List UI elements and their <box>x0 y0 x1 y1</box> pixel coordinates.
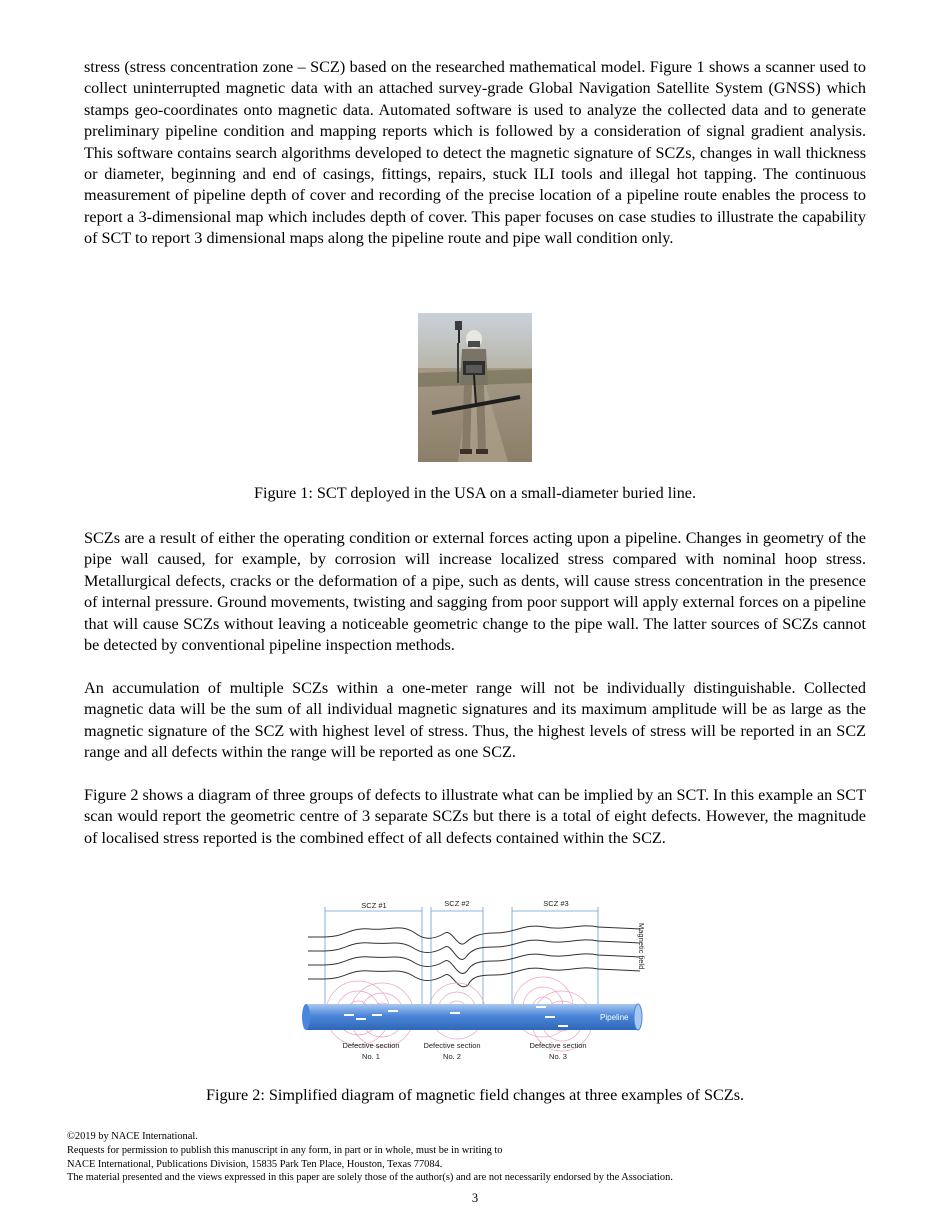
paragraph-scz-causes: SCZs are a result of either the operating condition or external forces acting upon a pipeline. Changes in geometry of the pipe wall caused, for example, by corrosion will increase localized stress compared with nominal hoop stress. Metallurgical defects, cracks or the deformation of a pipe, such as dents, will cause stress concentration in the presence of internal pressure. Ground movements, twisting and sagging from poor support will apply external forces on a pipeline that will cause SCZs without leaving a noticeable geometric change to the pipe wall. The latter sources of SCZs cannot be detected by conventional pipeline inspection methods. <box>84 529 866 655</box>
defect-section-1-title: Defective section <box>342 1041 400 1050</box>
footer-address: NACE International, Publications Division, 15835 Park Ten Place, Houston, Texas 77084. <box>67 1158 443 1170</box>
figure2-diagram <box>300 893 655 1065</box>
pipeline-label: Pipeline <box>600 1013 629 1022</box>
footer-permission: Requests for permission to publish this manuscript in any form, in part or in whole, must be in writing to <box>67 1144 503 1156</box>
surveyor-photo-graphic <box>418 313 532 462</box>
paragraph-figure2-description: Figure 2 shows a diagram of three groups of defects to illustrate what can be implied by an SCT. In this example an SCT scan would report the geometric centre of 3 separate SCZs but there is a total of eight defects. However, the magnitude of localised stress reported is the combined effect of all defects contained within the SCZ. <box>84 786 866 847</box>
scz-3-label: SCZ #3 <box>543 899 569 908</box>
magnetic-field-curves <box>308 926 640 987</box>
figure1-photo <box>418 313 532 462</box>
defect-section-3-number: No. 3 <box>549 1052 567 1061</box>
paragraph-intro: stress (stress concentration zone – SCZ) based on the researched mathematical model. Figure 1 shows a scanner used to collect uninterrupted magnetic data with an attached survey-grade Global Navigation Satellite System (GNSS) which stamps geo-coordinates onto magnetic data. Automated software is used to analyze the collected data and to generate preliminary pipeline condition and mapping reports which is followed by a consideration of signal gradient analysis. This software contains search algorithms developed to detect the magnetic signature of SCZs, changes in wall thickness or diameter, beginning and end of casings, fittings, repairs, stuck ILI tools and illegal hot tapping. The continuous measurement of pipeline depth of cover and recording of the precise location of a pipeline route enables the process to report a 3-dimensional map which includes depth of cover. This paper focuses on case studies to illustrate the capability of SCT to report 3 dimensional maps along the pipeline route and pipe wall condition only. <box>84 58 866 248</box>
page-number: 3 <box>471 1191 479 1205</box>
figure1-caption: Figure 1: SCT deployed in the USA on a small-diameter buried line. <box>253 484 697 502</box>
scz-2-label: SCZ #2 <box>444 899 470 908</box>
defect-section-3-title: Defective section <box>529 1041 587 1050</box>
copyright-footer <box>67 1130 897 1185</box>
footer-copyright: ©2019 by NACE International. <box>67 1131 198 1142</box>
scz-1-label: SCZ #1 <box>361 901 387 910</box>
defect-section-2-number: No. 2 <box>443 1052 461 1061</box>
footer-disclaimer: The material presented and the views expressed in this paper are solely those of the author(s) and are not necessarily endorsed by the Association. <box>67 1172 673 1184</box>
paragraph-scz-accumulation: An accumulation of multiple SCZs within a one-meter range will not be individually distinguishable. Collected magnetic data will be the sum of all individual magnetic signatures and its maximum amplitude will be as large as the magnetic signature of the SCZ with highest level of stress. Thus, the highest levels of stress will be reported in an SCZ range and all defects within the range will be reported as one SCZ. <box>84 679 866 762</box>
defect-section-1-number: No. 1 <box>362 1052 380 1061</box>
magnetic-field-label: Magnetic field <box>637 923 646 970</box>
figure2-caption: Figure 2: Simplified diagram of magnetic field changes at three examples of SCZs. <box>205 1086 745 1104</box>
pipeline-graphic <box>302 1004 642 1030</box>
defect-section-2-title: Defective section <box>423 1041 481 1050</box>
